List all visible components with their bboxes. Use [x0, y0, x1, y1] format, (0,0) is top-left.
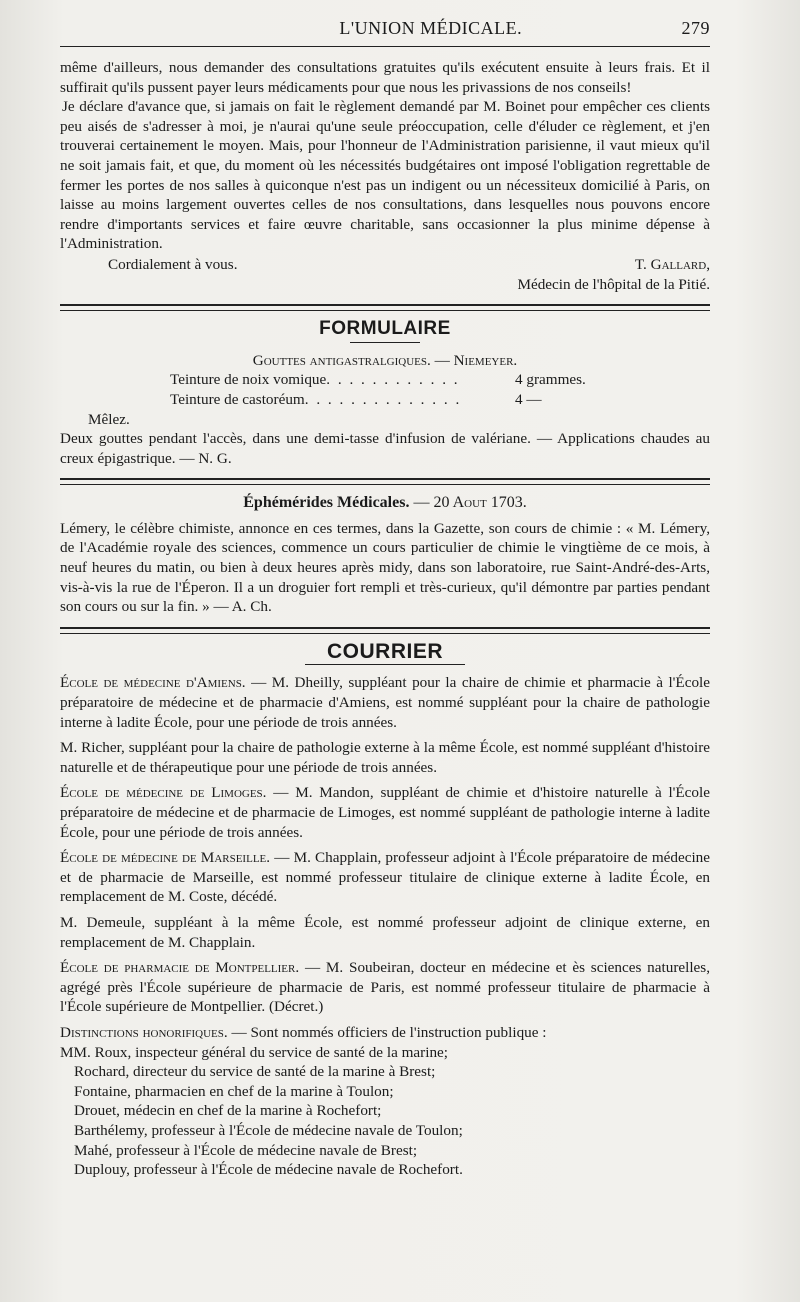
paragraph-text: — M. Chapplain, professeur adjoint à l'École préparatoire de médecine et de pharmacie de Marseille, est nommé professeur titulaire de clinique externe à ladite École, en remplacement de M. Coste, décédé.	[60, 849, 711, 906]
leader-dots: . . . . . . . . . . . .	[326, 371, 460, 389]
paragraph-lead: École de médecine de Limoges.	[60, 784, 267, 802]
ingredient-row	[60, 370, 610, 390]
paragraph-lead: École de médecine de Marseille.	[60, 849, 271, 867]
ingredient-quantity: 4 grammes.	[515, 371, 586, 389]
ephemerides-text: Lémery, le célèbre chimiste, annonce en ces termes, dans la Gazette, son cours de chimie : « M. Lémery, de l'Académie royale des sciences, commence un cours particulier de chimie le vingtième de ce mois, à neuf heures du matin, ou bien à deux heures après midy, dans son laboratoire, rue Saint-André-des-Arts, vis-à-vis la rue de l'Éperon. Il a un droguier fort rempli et très-curieux, qu'il démontre par parties pendant son cours ou sur la fin. » — A. Ch.	[60, 519, 710, 616]
letter-signature-role: Médecin de l'hôpital de la Pitié.	[517, 275, 710, 293]
ingredient-quantity: 4 —	[515, 390, 542, 408]
courrier-paragraph	[60, 958, 710, 1017]
paragraph-text: M. Richer, suppléant pour la chaire de pathologie externe à la même École, est nommé suppléant d'histoire naturelle et de thérapeutique pour une période de trois années.	[60, 739, 710, 776]
list-item: Rochard, directeur du service de santé de la marine à Brest;	[74, 1063, 436, 1081]
paragraph-text: M. Demeule, suppléant à la même École, est nommé professeur adjoint de clinique externe, en remplacement de M. Chapplain.	[60, 913, 710, 951]
letter-paragraph: même d'ailleurs, nous demander des consultations gratuites qu'ils exécutent ensuite à leurs frais. Et il suffirait qu'ils pussent payer leurs médicaments pour que nous les privassions de nos conseils!	[60, 59, 710, 96]
journal-title: L'UNION MÉDICALE.	[339, 18, 523, 38]
courrier-paragraph	[60, 848, 710, 907]
formulaire-instructions: Deux gouttes pendant l'accès, dans une demi-tasse d'infusion de valériane. — Applications chaudes au creux épigastrique. — N. G.	[60, 430, 710, 467]
header-rule	[60, 46, 710, 47]
list-item: Barthélemy, professeur à l'École de médecine navale de Toulon;	[74, 1121, 463, 1139]
list-item: Mahé, professeur à l'École de médecine navale de Brest;	[74, 1141, 418, 1159]
section-divider	[60, 304, 710, 311]
title-underline	[305, 664, 465, 665]
ingredient-row	[60, 390, 610, 410]
page-number: 279	[681, 18, 710, 38]
list-item: Fontaine, pharmacien en chef de la marine à Toulon;	[74, 1082, 394, 1100]
leader-dots: . . . . . . . . . . . . . .	[304, 390, 462, 408]
letter-signature-row	[60, 255, 710, 275]
courrier-paragraph	[60, 913, 710, 952]
courrier-paragraph	[60, 673, 710, 732]
formulaire-title: FORMULAIRE	[319, 318, 451, 340]
formulaire-subtitle: Gouttes antigastralgiques. — Niemeyer.	[252, 351, 518, 369]
courrier-title: COURRIER	[326, 639, 443, 663]
ingredient-name: Teinture de castoréum	[170, 390, 305, 408]
letter-closing: Cordialement à vous.	[108, 255, 238, 273]
section-divider	[60, 627, 710, 634]
courrier-paragraph	[60, 783, 710, 842]
paragraph-lead: École de pharmacie de Montpellier.	[60, 959, 300, 977]
paragraph-lead: École de médecine d'Amiens.	[60, 674, 246, 692]
paragraph-text: — M. Dheilly, suppléant pour la chaire de chimie et pharmacie à l'École préparatoire de médecine et de pharmacie d'Amiens, est nommé suppléant pour la chaire de pathologie interne à ladite École, pour une période de trois années.	[60, 674, 710, 731]
courrier-paragraph	[60, 738, 710, 777]
section-divider	[60, 478, 710, 485]
paragraph-text: — M. Mandon, suppléant de chimie et d'histoire naturelle à l'École préparatoire de médecine et de pharmacie de Limoges, est nommé suppléant de pathologie interne à ladite École, pour une période de trois années.	[60, 784, 710, 841]
ingredient-name: Teinture de noix vomique	[170, 371, 327, 389]
paragraph-text: — Sont nommés officiers de l'instruction publique :	[227, 1023, 547, 1041]
list-item: Drouet, médecin en chef de la marine à Rochefort;	[74, 1102, 382, 1120]
title-underline	[350, 342, 420, 343]
formulaire-mix: Mêlez.	[88, 410, 130, 428]
running-header	[60, 18, 710, 39]
list-item: Duplouy, professeur à l'École de médecine navale de Rochefort.	[74, 1161, 463, 1179]
ephemerides-title-main: Éphémérides Médicales.	[243, 494, 410, 512]
paragraph-text: — M. Soubeiran, docteur en médecine et ès sciences naturelles, agrégé près l'École supérieure de pharmacie de Paris, est nommé professeur titulaire de pharmacie à l'École supérieure de Montpellier. (Décret.)	[60, 959, 711, 1016]
ephemerides-title	[60, 493, 710, 513]
distinctions-paragraph	[60, 1023, 710, 1043]
paragraph-lead: Distinctions honorifiques.	[60, 1023, 228, 1041]
letter-paragraph: Je déclare d'avance que, si jamais on fait le règlement demandé par M. Boinet pour empêcher ces clients peu aisés de s'adresser à moi, je n'aurai qu'une seule préoccupation, celle d'éluder ce règlement, et j'en trouverai certainement le moyen. Mais, pour l'honneur de l'Administration parisienne, il vaut mieux qu'il ne soit jamais fait, et que, du moment où les nécessités budgétaires ont imposé l'obligation regrettable de fermer les portes de nos salles à quiconque n'est pas un indigent ou un nécessiteux domicilié à Paris, on laisse au moins largement ouvertes celles de nos consultations, dans lesquelles nous pouvons encore rendre d'importants services et faire œuvre charitable, sans occasionner la plus minime dépense à l'Administration.	[60, 98, 710, 253]
ephemerides-title-date: — 20 Aout 1703.	[409, 494, 527, 512]
list-item: MM. Roux, inspecteur général du service de santé de la marine;	[60, 1043, 448, 1061]
page-content	[60, 58, 710, 1180]
letter-signature: T. Gallard,	[634, 255, 710, 273]
